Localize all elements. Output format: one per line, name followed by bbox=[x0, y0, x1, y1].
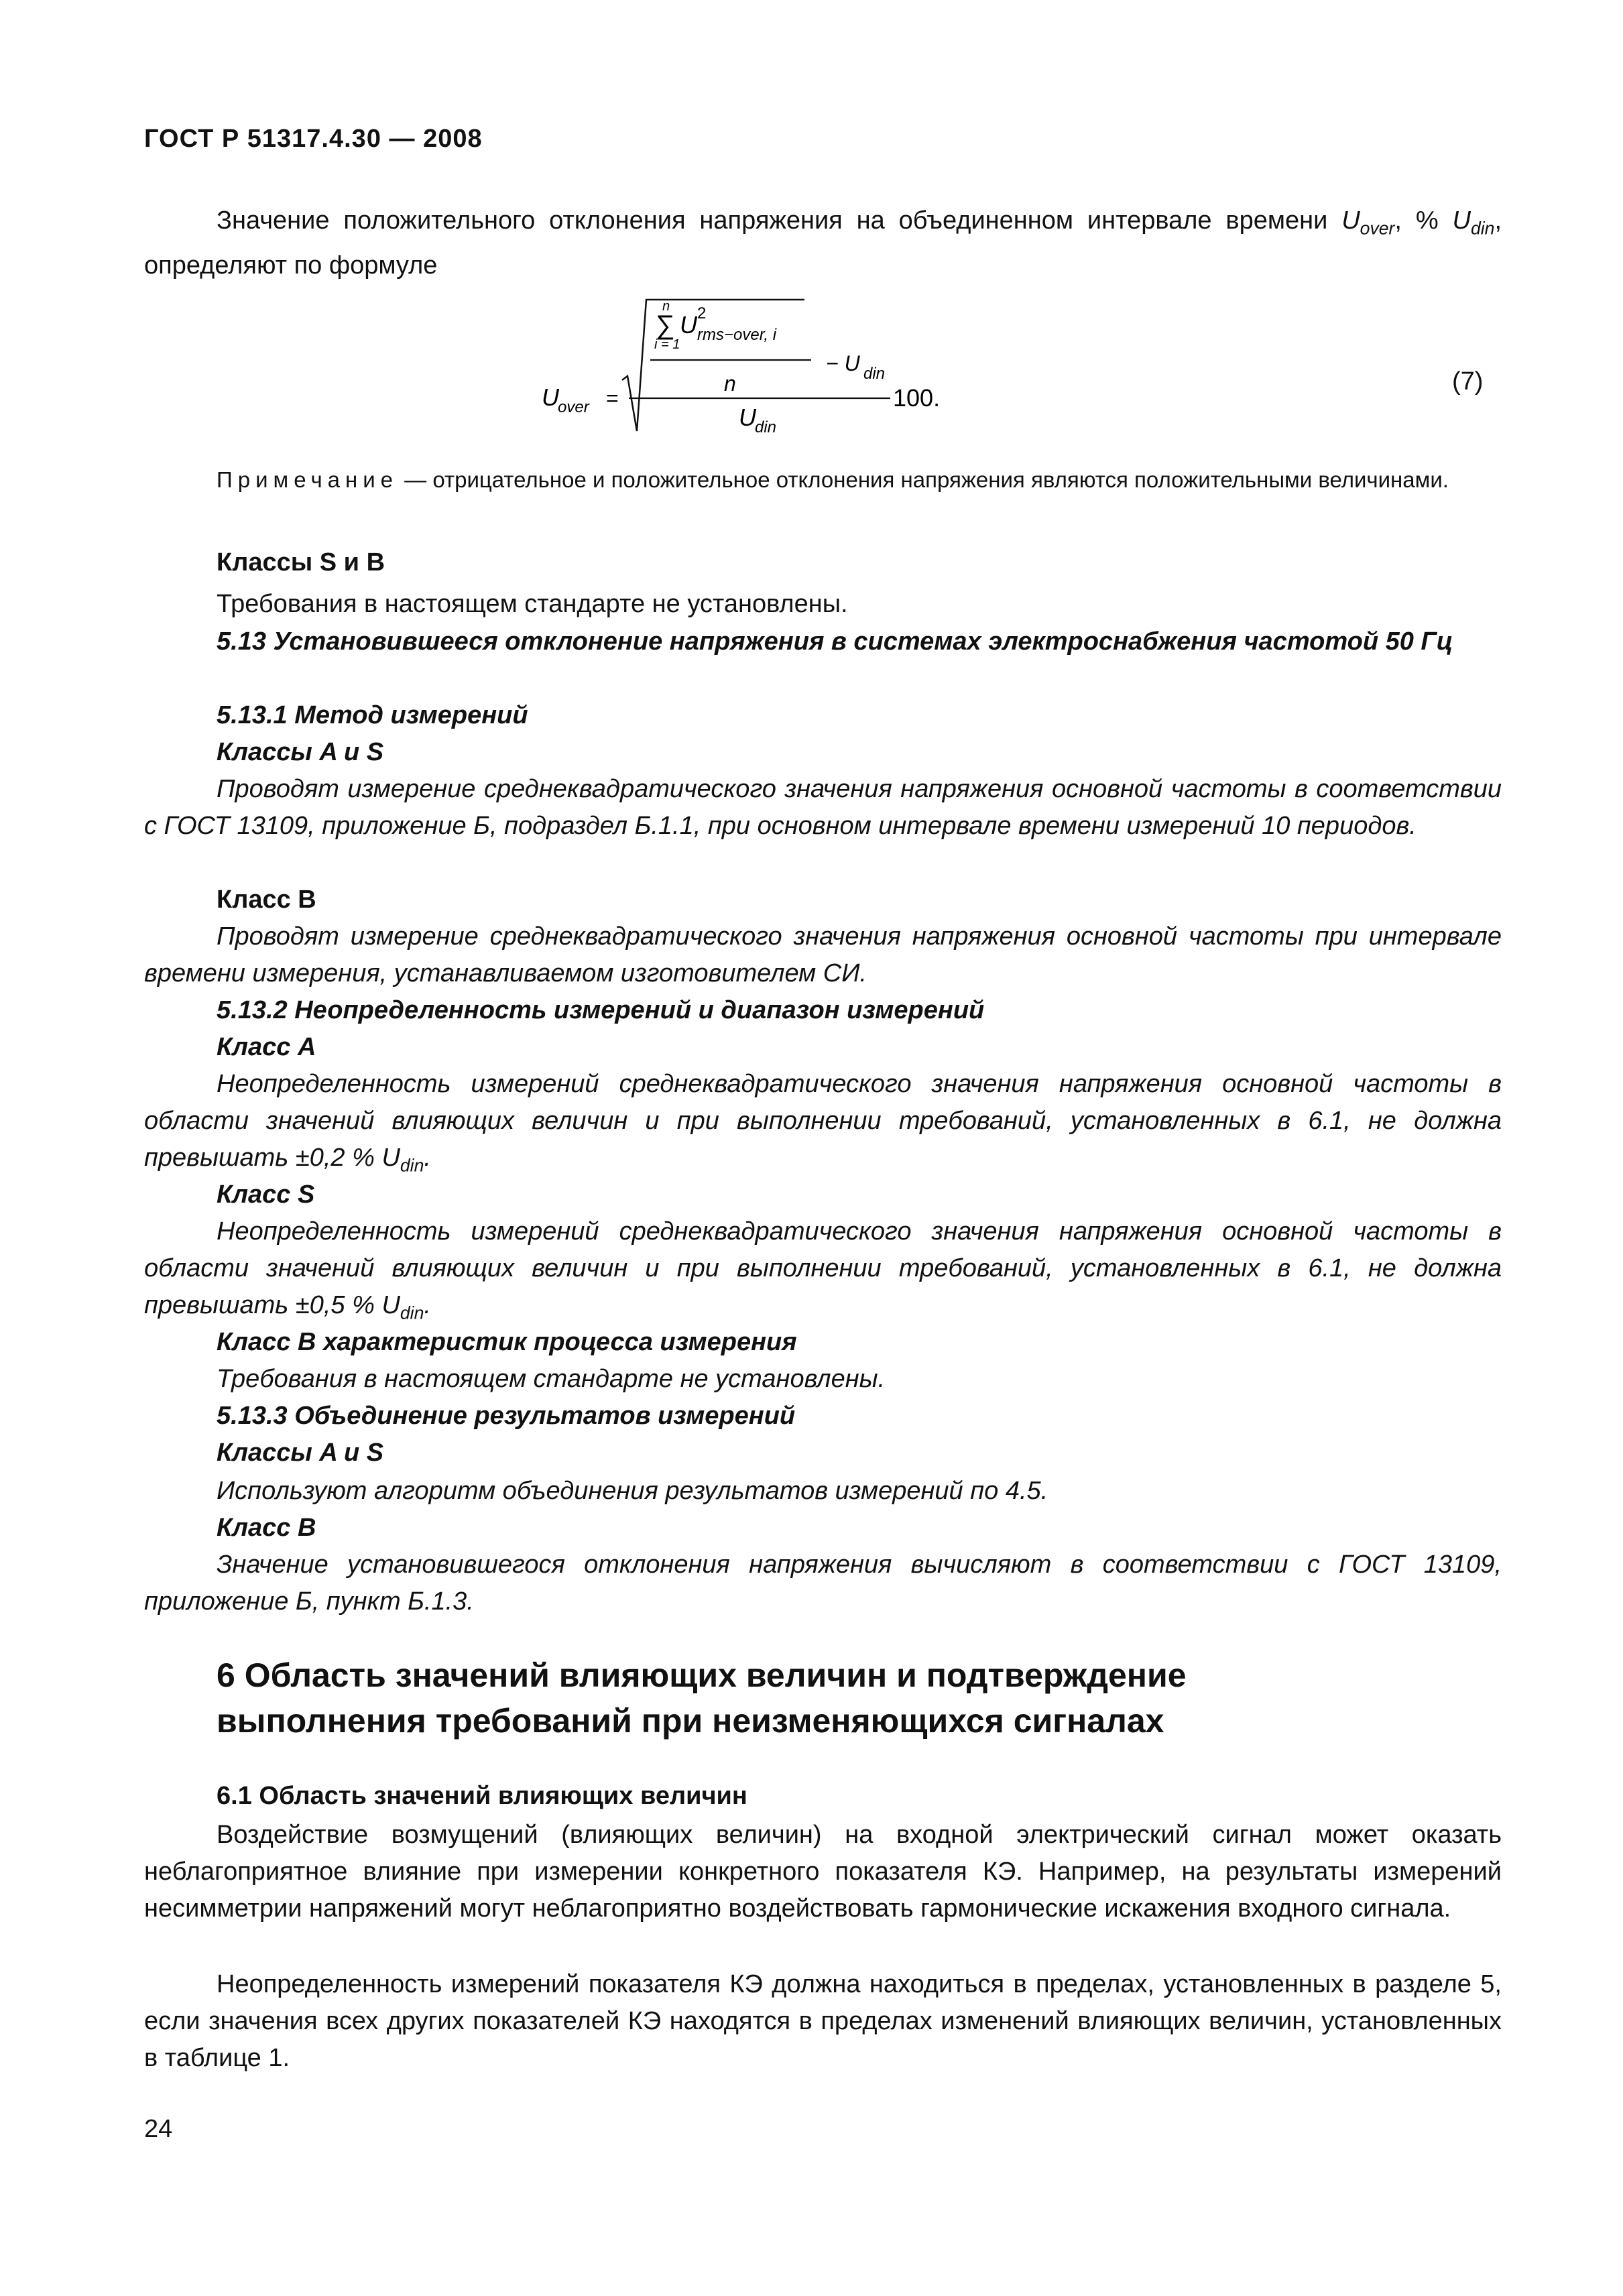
section-5-13-2-heading: 5.13.2 Неопределенность измерений и диапазон измерений bbox=[217, 996, 985, 1024]
class-a-end: . bbox=[424, 1144, 431, 1172]
classes-as-aggregation-text: Используют алгоритм объединения результатов измерений по 4.5. bbox=[217, 1477, 1048, 1505]
term-sub: rms−over, i bbox=[697, 326, 777, 344]
note-text: отрицательное и положительное отклонения напряжения являются положительными величинами. bbox=[432, 467, 1449, 492]
class-b-heading: Класс B bbox=[217, 886, 316, 914]
var-u-din: U bbox=[1452, 206, 1471, 235]
class-b-characteristics-text: Требования в настоящем стандарте не установлены. bbox=[217, 1365, 886, 1393]
formula-equals: = bbox=[606, 386, 619, 410]
section-6-1-paragraph-1: Воздействие возмущений (влияющих величин) на входной электрический сигнал может оказать неблагоприятное влияние при измерении конкретного показателя КЭ. Например, на результаты измерений несимметрии напряжений могут неблагоприятно воздействовать гармонические искажения входного сигнала. bbox=[144, 1821, 1502, 1923]
section-5-13-3-heading: 5.13.3 Объединение результатов измерений bbox=[217, 1402, 796, 1430]
class-b-text: Проводят измерение среднеквадратического значения напряжения основной частоты при интервале времени измерения, устанавливаемом изготовителем СИ. bbox=[144, 922, 1502, 987]
formula-7 bbox=[523, 285, 992, 442]
classes-as-aggregation-heading: Классы A и S bbox=[217, 1439, 384, 1467]
var-u: U bbox=[1341, 206, 1360, 235]
document-header: ГОСТ Р 51317.4.30 — 2008 bbox=[144, 125, 483, 153]
var-u-sub: over bbox=[1360, 218, 1395, 239]
den-u: U bbox=[739, 404, 756, 431]
multiplier: 100. bbox=[893, 384, 941, 412]
den-sub: din bbox=[755, 418, 777, 436]
sum-top: n bbox=[662, 299, 670, 314]
class-a-text-body: Неопределенность измерений среднеквадратического значения напряжения основной частоты в области значений влияющих величин и при выполнении требований, установленных в 6.1, не должна превышать ±0,2 % bbox=[144, 1070, 1502, 1172]
formula-lhs-sub: over bbox=[558, 398, 589, 416]
note-label: Примечание bbox=[217, 467, 399, 492]
sum-sign: ∑ bbox=[656, 310, 675, 340]
intro-mid: , % bbox=[1394, 206, 1453, 235]
class-s-text bbox=[144, 1213, 1502, 1332]
inner-denominator: n bbox=[724, 371, 736, 396]
class-b-aggregation-text: Значение установившегося отклонения напряжения вычисляют в соответствии с ГОСТ 13109, приложение Б, пункт Б.1.3. bbox=[144, 1551, 1502, 1616]
intro-text: Значение положительного отклонения напряжения на объединенном интервале времени bbox=[217, 206, 1342, 235]
term-sup: 2 bbox=[697, 304, 707, 322]
section-6-1-paragraph-2: Неопределенность измерений показателя КЭ должна находиться в пределах, установленных в разделе 5, если значения всех других показателей КЭ находятся в пределах изменений влияющих величин, установленных в таблице 1. bbox=[144, 1970, 1502, 2072]
section-6-heading: 6 Область значений влияющих величин и подтверждение выполнения требований при неизменяющихся сигналах bbox=[217, 1656, 1187, 1740]
classes-sb-heading: Классы S и B bbox=[217, 548, 385, 577]
class-s-heading: Класс S bbox=[217, 1181, 315, 1209]
classes-as-heading: Классы A и S bbox=[217, 738, 384, 766]
class-a-var: U bbox=[381, 1144, 400, 1172]
class-s-text-body: Неопределенность измерений среднеквадратического значения напряжения основной частоты в области значений влияющих величин и при выполнении требований, установленных в 6.1, не должна превышать ±0,5 % bbox=[144, 1217, 1502, 1319]
class-s-end: . bbox=[424, 1291, 431, 1319]
intro-end: , определяют по формуле bbox=[144, 206, 1502, 280]
sqrt-sign bbox=[622, 300, 804, 431]
class-a-text bbox=[144, 1066, 1502, 1185]
classes-sb-text: Требования в настоящем стандарте не установлены. bbox=[217, 590, 848, 618]
sum-bottom: i = 1 bbox=[654, 337, 680, 352]
formula-lhs: U bbox=[542, 383, 559, 411]
intro-paragraph bbox=[144, 202, 1502, 284]
page-number: 24 bbox=[144, 2115, 173, 2143]
section-6-1-heading: 6.1 Область значений влияющих величин bbox=[217, 1782, 747, 1810]
section-5-13-1-heading: 5.13.1 Метод измерений bbox=[217, 701, 528, 729]
class-a-heading: Класс A bbox=[217, 1033, 316, 1061]
term-u: U bbox=[680, 311, 697, 339]
class-b-aggregation-heading: Класс B bbox=[217, 1514, 316, 1542]
class-s-var: U bbox=[381, 1291, 400, 1319]
class-a-var-sub: din bbox=[400, 1155, 424, 1176]
note-paragraph bbox=[144, 464, 1502, 496]
note-dash: — bbox=[398, 467, 433, 492]
class-b-characteristics-heading: Класс B характеристик процесса измерения bbox=[217, 1328, 797, 1356]
minus-sub: din bbox=[863, 365, 886, 383]
formula-number: (7) bbox=[1452, 367, 1484, 396]
section-5-13-heading: 5.13 Установившееся отклонение напряжения в системах электроснабжения частотой 50 Гц bbox=[217, 627, 1453, 656]
classes-as-text: Проводят измерение среднеквадратического значения напряжения основной частоты в соответствии с ГОСТ 13109, приложение Б, подраздел Б.1.1, при основном интервале времени измерений 10 периодов. bbox=[144, 775, 1502, 840]
minus-term: − U bbox=[826, 351, 860, 375]
var-u-din-sub: din bbox=[1470, 218, 1495, 239]
class-s-var-sub: din bbox=[400, 1303, 424, 1323]
